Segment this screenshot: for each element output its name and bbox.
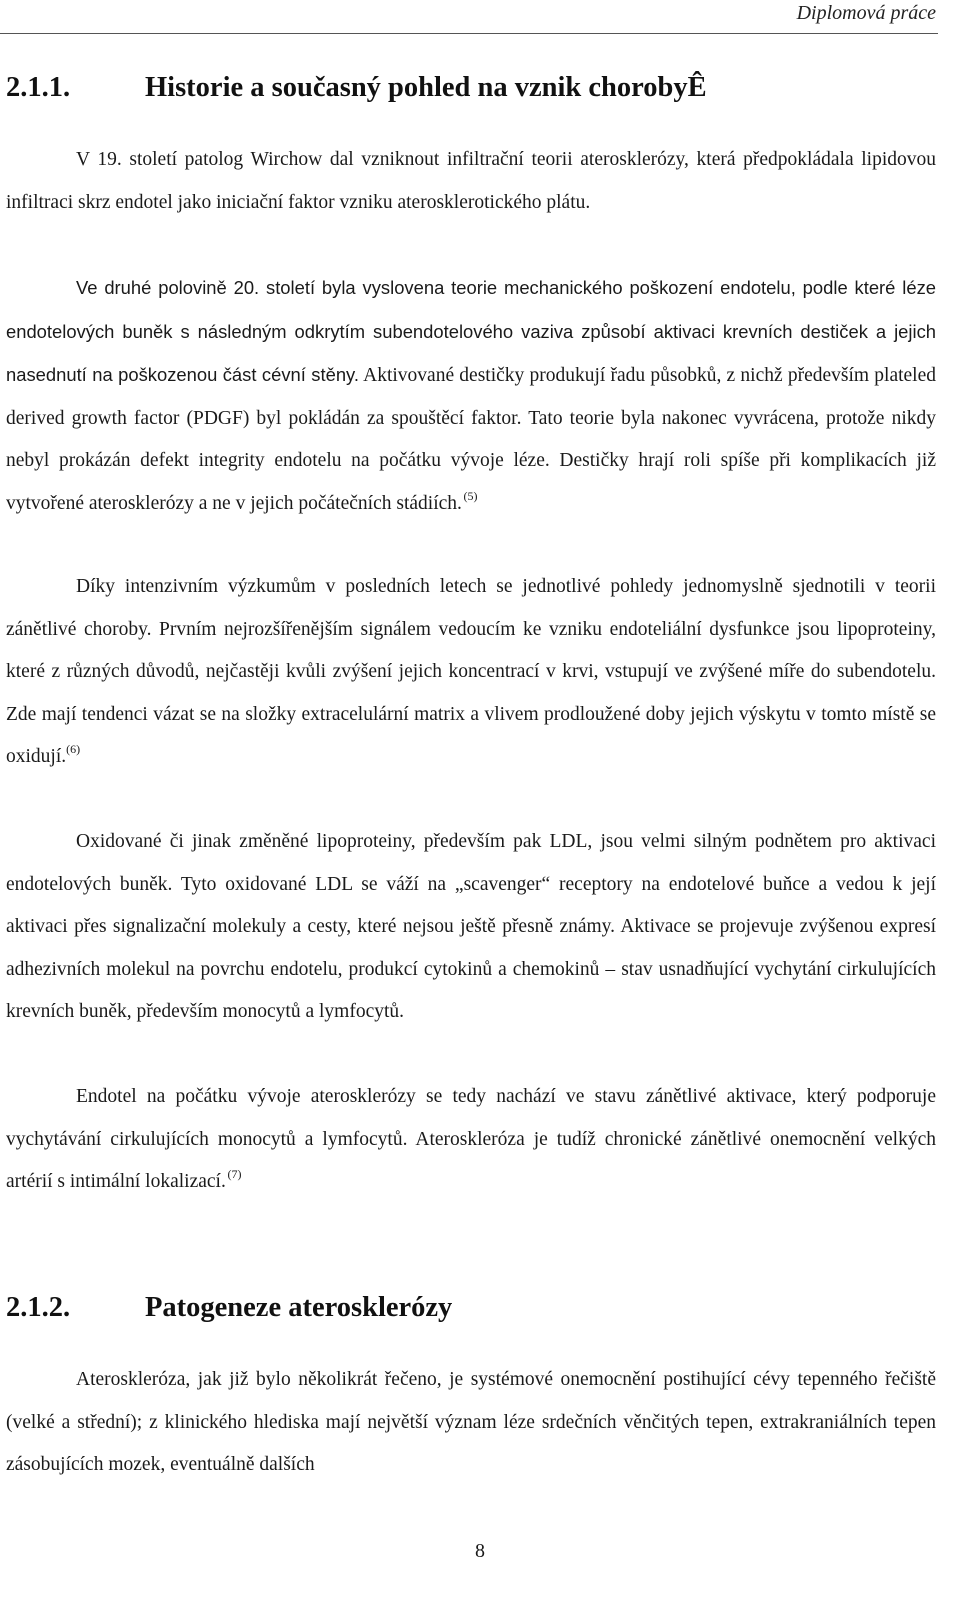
citation-reference: (6)	[66, 742, 81, 756]
paragraph-inflammation-theory	[6, 566, 936, 779]
section-number: 2.1.1.	[6, 72, 71, 103]
citation-reference: (7)	[227, 1167, 242, 1181]
section-heading-2-1-2	[6, 1292, 452, 1324]
paragraph-mechanical-theory	[6, 267, 936, 525]
paragraph-text: Oxidované či jinak změněné lipoproteiny, především pak LDL, jsou velmi silným podnětem pro aktivaci endotelových buněk. Tyto oxidované LDL se váží na „scavenger“ receptory na endotelové buňce a vedou k její aktivaci přes signalizační molekuly a cesty, které nejsou ještě přesně známy. Aktivace se projevuje zvýšenou expresí adhezivních molekul na povrchu endotelu, produkcí cytokinů a chemokinů – stav usnadňující vychytání cirkulujících krevních buněk, především monocytů a lymfocytů.	[6, 831, 936, 1022]
paragraph-text: Endotel na počátku vývoje aterosklerózy se tedy nachází ve stavu zánětlivé aktivace, který podporuje vychytávání cirkulujících monocytů a lymfocytů. Ateroskleróza je tudíž chronické zánětlivé onemocnění velkých artérií s intimální lokalizací.	[6, 1086, 936, 1192]
section-title: Patogeneze aterosklerózy	[145, 1292, 453, 1323]
paragraph-text: Díky intenzivním výzkumům v posledních letech se jednotlivé pohledy jednomyslně sjednotili v teorii zánětlivé choroby. Prvním nejrozšířenějším signálem vedoucím ke vzniku endoteliální dysfunkce jsou lipoproteiny, které z různých důvodů, nejčastěji kvůli zvýšení jejich koncentrací v krvi, vstupují ve zvýšené míře do subendotelu. Zde mají tendenci vázat se na složky extracelulární matrix a vlivem prodloužené doby jejich výskytu v tomto místě se oxidují.	[6, 576, 936, 767]
paragraph-text-sans: Ve druhé polovině 20. století byla vyslovena teorie mechanického poškození endotelu, podle které léze endotelových buněk s následným odkrytím subendotelového vaziva způsobí aktivaci krevních destiček a jejich nasednutí na poškozenou část cévní stěny.	[6, 277, 936, 385]
running-header: Diplomová práce	[796, 2, 936, 24]
paragraph-history	[6, 139, 936, 224]
section-heading-2-1-1	[6, 72, 707, 104]
paragraph-endothelium	[6, 1076, 936, 1204]
header-rule	[0, 33, 938, 34]
section-title: Historie a současný pohled na vznik chorobyÊ	[145, 72, 707, 103]
page-number: 8	[475, 1540, 485, 1562]
paragraph-oxidized-ldl	[6, 821, 936, 1034]
citation-reference: (5)	[463, 488, 478, 503]
paragraph-text: Ateroskleróza, jak již bylo několikrát řečeno, je systémové onemocnění postihující cévy tepenného řečiště (velké a střední); z klinického hlediska mají největší význam léze srdečních věnčitých tepen, extrakraniálních tepen zásobujících mozek, eventuálně dalších	[6, 1369, 936, 1475]
section-number: 2.1.2.	[6, 1292, 71, 1323]
paragraph-text: Aktivované destičky produkují řadu působků, z nichž především plateled derived growth factor (PDGF) byl pokládán za spouštěcí faktor. Tato teorie byla nakonec vyvrácena, protože nikdy nebyl prokázán defekt integrity endotelu na počátku vývoje léze. Destičky hrají roli spíše při komplikacích již vytvořené aterosklerózy a ne v jejich počátečních stádiích.	[6, 365, 936, 514]
paragraph-pathogenesis	[6, 1359, 936, 1487]
paragraph-text: V 19. století patolog Wirchow dal vzniknout infiltrační teorii aterosklerózy, která předpokládala lipidovou infiltraci skrz endotel jako iniciační faktor vzniku aterosklerotického plátu.	[6, 149, 936, 213]
